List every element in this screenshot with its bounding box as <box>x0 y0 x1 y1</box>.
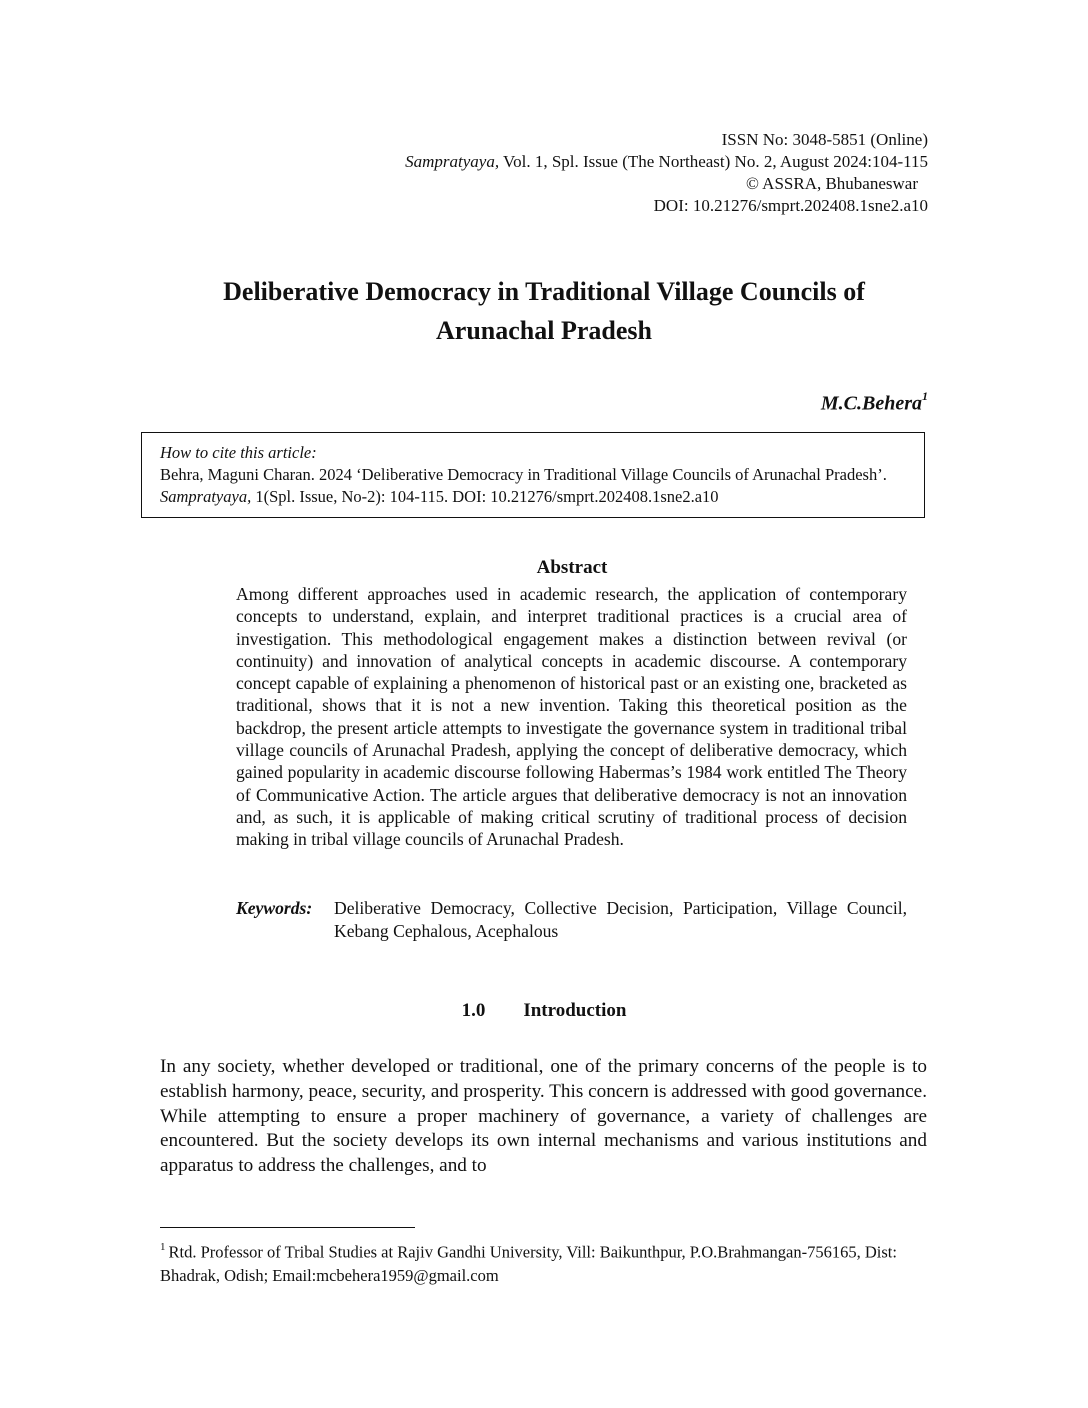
footnote-divider <box>160 1227 415 1228</box>
footnote-mark: 1 <box>160 1241 166 1253</box>
keywords-text: Deliberative Democracy, Collective Decision, Participation, Village Council, Kebang Cephalous, Acephalous <box>334 898 907 941</box>
section-number: 1.0 <box>461 1000 486 1021</box>
author-footnote-mark: 1 <box>922 389 928 403</box>
journal-citation-line <box>228 151 928 173</box>
doi-line: DOI: 10.21276/smprt.202408.1sne2.a10 <box>653 196 928 215</box>
citation-text <box>160 464 906 508</box>
section-title: Introduction <box>523 1000 627 1021</box>
author-name-text: M.C.Behera <box>820 392 922 415</box>
abstract-heading: Abstract <box>536 557 608 578</box>
section-heading <box>160 999 928 1023</box>
citation-box <box>141 432 925 518</box>
author-name <box>821 385 928 417</box>
footnote <box>160 1237 928 1287</box>
footnote-text: Rtd. Professor of Tribal Studies at Rajiv Gandhi University, Vill: Baikunthpur, P.O.Brahmangan-756165, Dist: Bhadrak, Odish; Email:mcbehera1959@gmail.com <box>160 1242 897 1285</box>
keywords-block <box>236 897 907 943</box>
citation-label: How to cite this article: <box>160 443 317 462</box>
issn-line: ISSN No: 3048-5851 (Online) <box>721 130 928 149</box>
citation-journal: Sampratyaya, <box>160 487 252 506</box>
introduction-paragraph: In any society, whether developed or traditional, one of the primary concerns of the people is to establish harmony, peace, security, and prosperity. This concern is addressed with good governance. While attempting to ensure a proper machinery of governance, a variety of challenges are encountered. But the society develops its own internal mechanisms and various institutions and apparatus to address the challenges, and to <box>160 1056 927 1177</box>
journal-name: Sampratyaya, <box>405 152 500 171</box>
citation-part-1: Behra, Maguni Charan. 2024 ‘Deliberative Democracy in Traditional Village Councils of Arunachal Pradesh’. <box>160 465 887 484</box>
title-line-1: Deliberative Democracy in Traditional Village Councils of <box>223 277 865 306</box>
copyright-line: © ASSRA, Bhubaneswar <box>745 174 918 193</box>
article-title <box>160 272 928 350</box>
keywords-label: Keywords: <box>236 898 313 918</box>
abstract-text: Among different approaches used in academic research, the application of contemporary concepts to understand, explain, and interpret traditional practices is a crucial area of investigation. This methodological engagement makes a distinction between revival (or continuity) and innovation of analytical concepts in academic discourse. A contemporary concept capable of explaining a phenomenon of historical past or an existing one, bracketed as traditional, shows that it is not a new invention. Taking this theoretical position as the backdrop, the present article attempts to investigate the governance system in traditional tribal village councils of Arunachal Pradesh, applying the concept of deliberative democracy, which gained popularity in academic discourse following Habermas’s 1984 work entitled The Theory of Communicative Action. The article argues that deliberative democracy is not an innovation and, as such, it is applicable of making critical scrutiny of traditional process of decision making in tribal village councils of Arunachal Pradesh. <box>236 584 907 850</box>
title-line-2: Arunachal Pradesh <box>436 316 652 345</box>
citation-part-2: 1(Spl. Issue, No-2): 104-115. DOI: 10.21276/smprt.202408.1sne2.a10 <box>251 487 719 506</box>
journal-header <box>228 129 928 217</box>
journal-issue: Vol. 1, Spl. Issue (The Northeast) No. 2, August 2024:104-115 <box>499 152 928 171</box>
